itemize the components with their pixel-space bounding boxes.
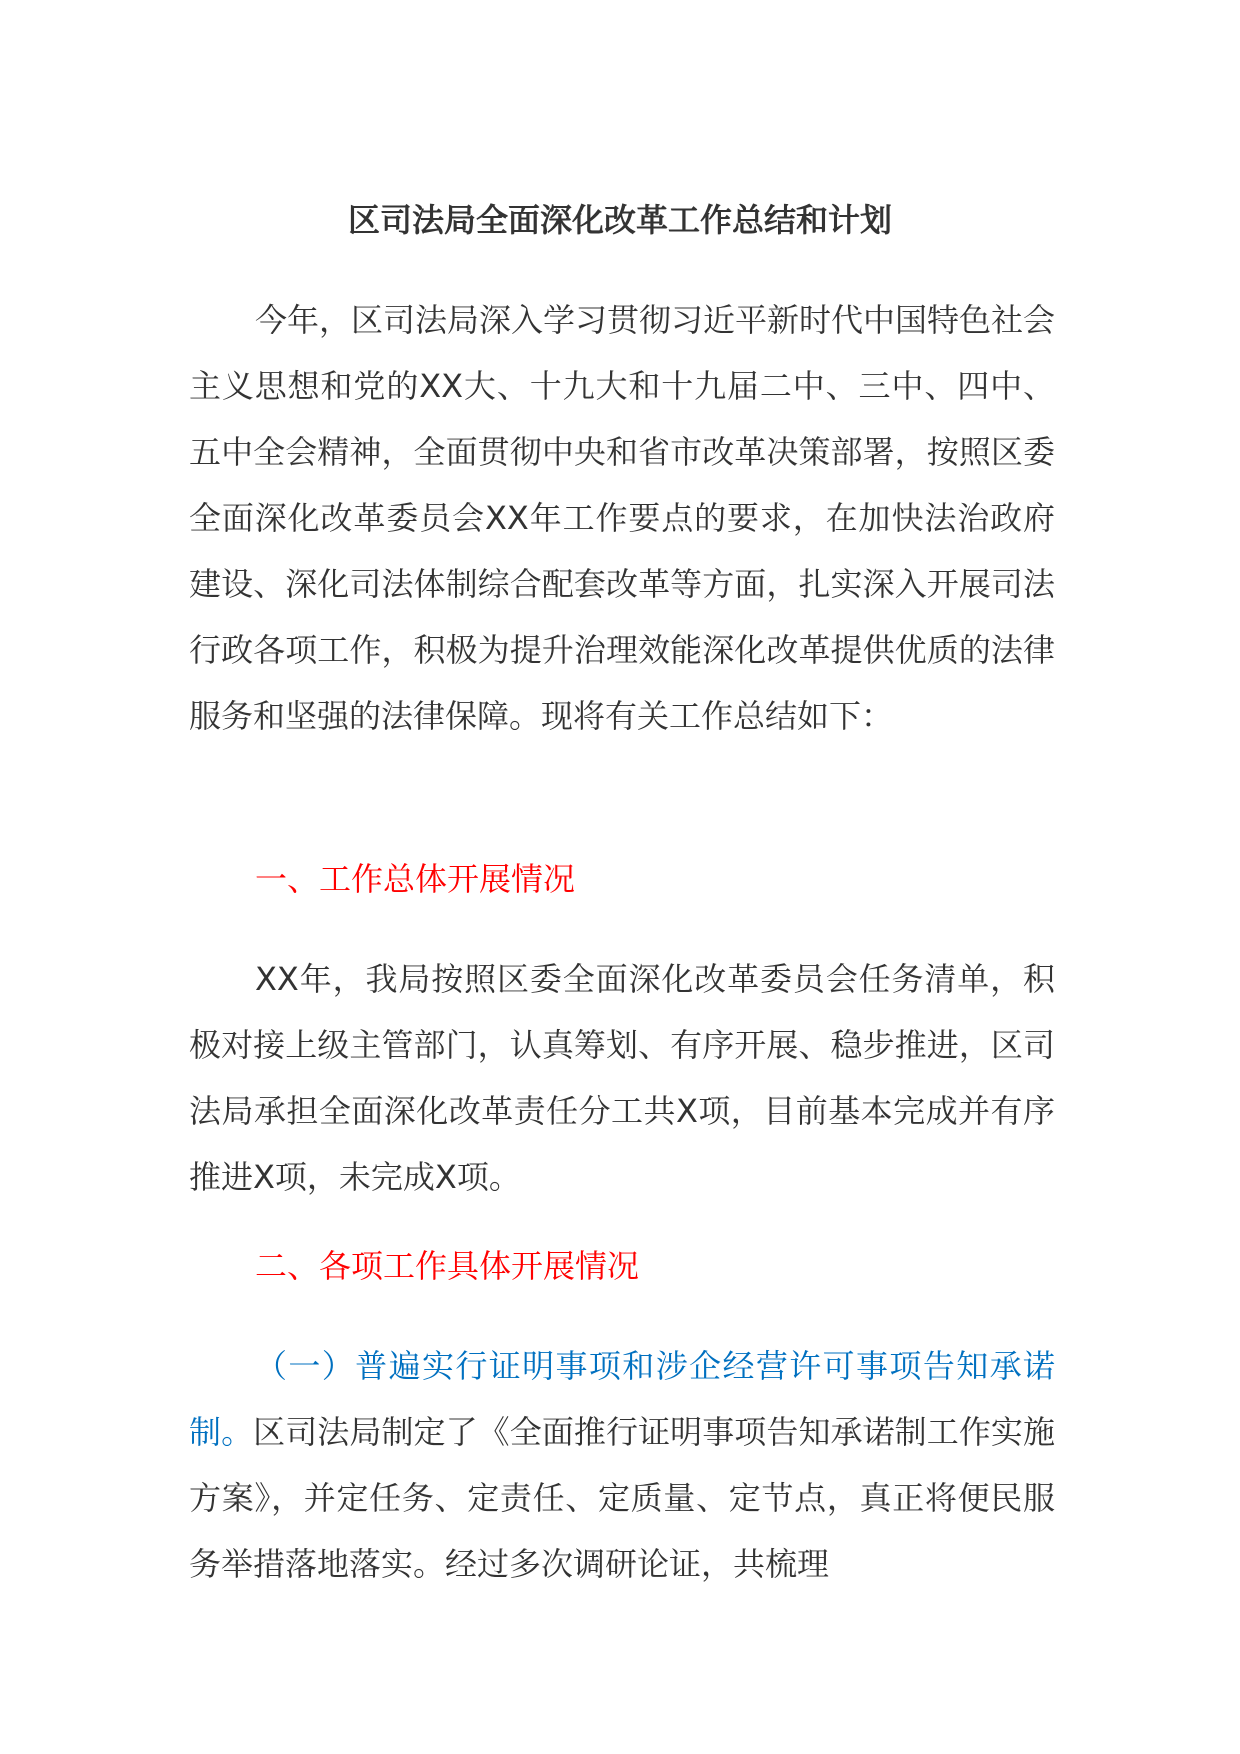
subsection-1-lead: （一）普遍实行证明事项和涉企经营许可事项告知承诺制。 xyxy=(189,1347,1055,1451)
subsection-1-body: 区司法局制定了《全面推行证明事项告知承诺制工作实施方案》，并定任务、定责任、定质量、定节点，真正将便民服务举措落地落实。经过多次调研论证，共梳理 xyxy=(189,1413,1055,1583)
intro-paragraph: 今年，区司法局深入学习贯彻习近平新时代中国特色社会主义思想和党的XX大、十九大和十九届二中、三中、四中、五中全会精神，全面贯彻中央和省市改革决策部署，按照区委全面深化改革委员会XX年工作要点的要求，在加快法治政府建设、深化司法体制综合配套改革等方面，扎实深入开展司法行政各项工作，积极为提升治理效能深化改革提供优质的法律服务和坚强的法律保障。现将有关工作总结如下： xyxy=(189,301,1056,735)
subsection-1-paragraph xyxy=(189,1333,1055,1597)
section-1-paragraph: XX年，我局按照区委全面深化改革委员会任务清单，积极对接上级主管部门，认真筹划、有序开展、稳步推进，区司法局承担全面深化改革责任分工共X项，目前基本完成并有序推进X项，未完成X项。 xyxy=(189,960,1055,1196)
section-heading-2: 二、各项工作具体开展情况 xyxy=(255,1247,640,1285)
document-title: 区司法局全面深化改革工作总结和计划 xyxy=(347,201,892,239)
section-heading-1: 一、工作总体开展情况 xyxy=(255,860,576,898)
